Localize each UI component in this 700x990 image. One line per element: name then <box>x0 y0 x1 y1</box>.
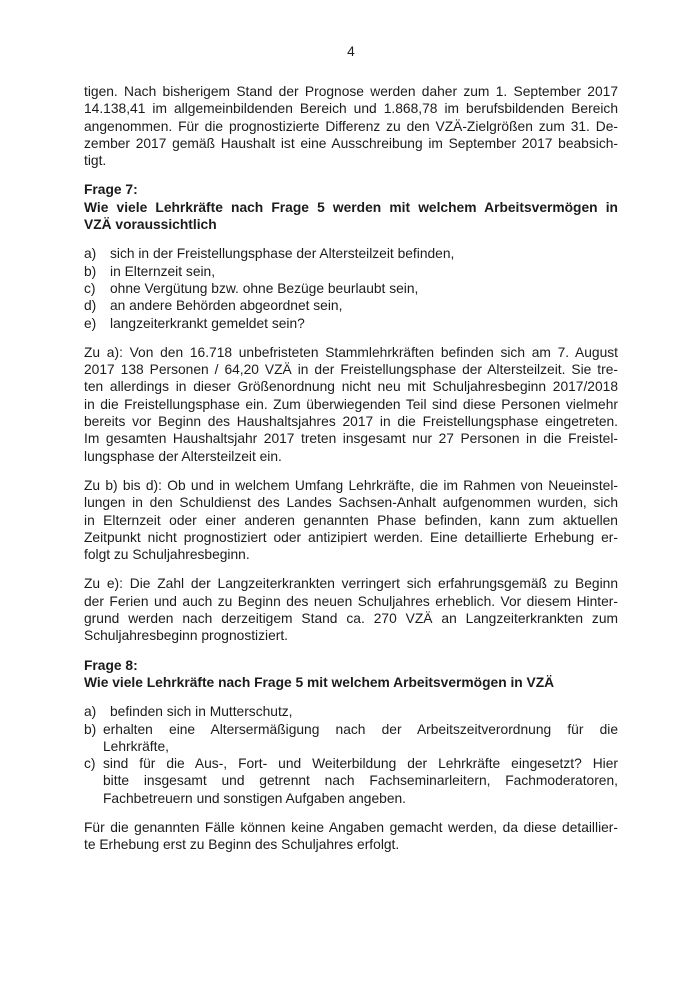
text-line: lungen in den Schuldienst des Landes Sachsen-Anhalt aufgenommen wurden, sich <box>84 495 618 511</box>
list-item-text <box>110 245 618 262</box>
text-line: Lehrkräfte, <box>103 738 169 754</box>
text-line: in Elternzeit oder einer anderen genannten Phase befinden, kann zum aktuellen <box>84 512 618 528</box>
text-line: in Elternzeit sein, <box>110 263 216 279</box>
intro-paragraph <box>84 83 618 169</box>
text-line: der Ferien und auch zu Beginn des neuen Schuljahres erheblich. Vor diesem Hinter- <box>84 593 618 609</box>
text-line: Fachbetreuern und sonstigen Aufgaben angeben. <box>103 790 407 806</box>
text-line: tigt. <box>84 153 107 169</box>
list-item <box>84 721 618 756</box>
text-line: Wie viele Lehrkräfte nach Frage 5 werden mit welchem Arbeitsvermögen in <box>84 199 618 215</box>
text-line: VZÄ voraussichtlich <box>84 217 217 233</box>
list-item-text <box>110 280 618 297</box>
text-line: tigen. Nach bisherigem Stand der Prognose werden daher zum 1. September 2017 <box>84 84 618 99</box>
list-item <box>84 297 618 314</box>
frage7-heading: Frage 7: <box>84 182 138 198</box>
list-item-label: c) <box>84 280 96 296</box>
text-line: 14.138,41 im allgemeinbildenden Bereich und 1.868,78 im berufsbildenden Bereich <box>84 101 618 117</box>
text-line: Zu e): Die Zahl der Langzeiterkrankten verringert sich erfahrungsgemäß zu Beginn <box>84 576 618 592</box>
list-item-text <box>110 315 618 332</box>
text-line: zember 2017 gemäß Haushalt ist eine Ausschreibung im September 2017 beabsich- <box>84 135 618 151</box>
list-item-label: b) <box>84 721 97 737</box>
text-line: befinden sich in Mutterschutz, <box>110 704 293 720</box>
frage7-section-header <box>84 181 618 233</box>
text-line: Wie viele Lehrkräfte nach Frage 5 mit welchem Arbeitsvermögen in VZÄ <box>84 674 555 690</box>
list-item <box>84 703 618 720</box>
frage7-item-list <box>84 245 618 331</box>
list-item-label: a) <box>84 246 97 262</box>
text-line: Zu a): Von den 16.718 unbefristeten Stammlehrkräften befinden sich am 7. August <box>84 344 618 360</box>
list-item-text <box>103 703 618 720</box>
text-line: ohne Vergütung bzw. ohne Bezüge beurlaubt sein, <box>110 280 419 296</box>
frage8-heading: Frage 8: <box>84 657 138 673</box>
answer-e-paragraph <box>84 575 618 644</box>
list-item-label: a) <box>84 704 97 720</box>
list-item-text <box>103 721 618 756</box>
text-line: bitte insgesamt und getrennt nach Fachseminarleitern, Fachmoderatoren, <box>103 773 618 789</box>
text-line: folgt zu Schuljahresbeginn. <box>84 547 250 563</box>
frage8-question <box>84 674 618 691</box>
document-content <box>84 83 618 866</box>
text-line: Für die genannten Fälle können keine Angaben gemacht werden, da diese detaillier- <box>84 819 618 835</box>
frage7-question <box>84 199 618 234</box>
list-item-text <box>110 263 618 280</box>
list-item <box>84 280 618 297</box>
frage8-section-header <box>84 657 618 692</box>
text-line: bereits vor Beginn des Haushaltsjahres 2017 in die Freistellungsphase eingetreten. <box>84 414 618 430</box>
text-line: Im gesamten Haushaltsjahr 2017 treten insgesamt nur 27 Personen in die Freistel- <box>84 431 618 447</box>
closing-paragraph <box>84 819 618 854</box>
list-item <box>84 755 618 807</box>
list-item <box>84 245 618 262</box>
page-number: 4 <box>347 44 355 59</box>
text-line: Zu b) bis d): Ob und in welchem Umfang Lehrkräfte, die im Rahmen von Neueinstel- <box>84 477 618 493</box>
text-line: lungsphase der Altersteilzeit ein. <box>84 448 282 464</box>
text-line: sich in der Freistellungsphase der Altersteilzeit befinden, <box>110 246 455 262</box>
list-item-label: c) <box>84 756 96 772</box>
text-line: sind für die Aus-, Fort- und Weiterbildung der Lehrkräfte eingesetzt? Hier <box>103 756 618 772</box>
list-item-label: b) <box>84 263 97 279</box>
list-item-text <box>110 297 618 314</box>
text-line: an andere Behörden abgeordnet sein, <box>110 298 343 314</box>
text-line: 2017 138 Personen / 64,20 VZÄ in der Freistellungsphase der Altersteilzeit. Sie tre- <box>84 362 618 378</box>
text-line: Schuljahresbeginn prognostiziert. <box>84 628 289 644</box>
text-line: ten allerdings in dieser Größenordnung nicht neu mit Schuljahresbeginn 2017/2018 <box>84 379 618 395</box>
answer-bd-paragraph <box>84 477 618 563</box>
text-line: langzeiterkrankt gemeldet sein? <box>110 315 305 331</box>
frage8-item-list <box>84 703 618 807</box>
answer-a-paragraph <box>84 344 618 465</box>
text-line: te Erhebung erst zu Beginn des Schuljahres erfolgt. <box>84 837 400 853</box>
text-line: erhalten eine Altersermäßigung nach der Arbeitszeitverordnung für die <box>103 721 618 737</box>
list-item-label: d) <box>84 298 97 314</box>
list-item-text <box>103 755 618 807</box>
list-item <box>84 263 618 280</box>
text-line: grund werden nach derzeitigem Stand ca. 270 VZÄ an Langzeiterkrankten zum <box>84 611 618 627</box>
text-line: Zeitpunkt nicht prognostiziert oder antizipiert werden. Eine detaillierte Erhebung er- <box>84 529 618 545</box>
text-line: angenommen. Für die prognostizierte Differenz zu den VZÄ-Zielgrößen zum 31. De- <box>84 118 618 134</box>
list-item <box>84 315 618 332</box>
text-line: in die Freistellungsphase ein. Zum überwiegenden Teil sind diese Personen vielmehr <box>84 396 618 412</box>
list-item-label: e) <box>84 315 97 331</box>
